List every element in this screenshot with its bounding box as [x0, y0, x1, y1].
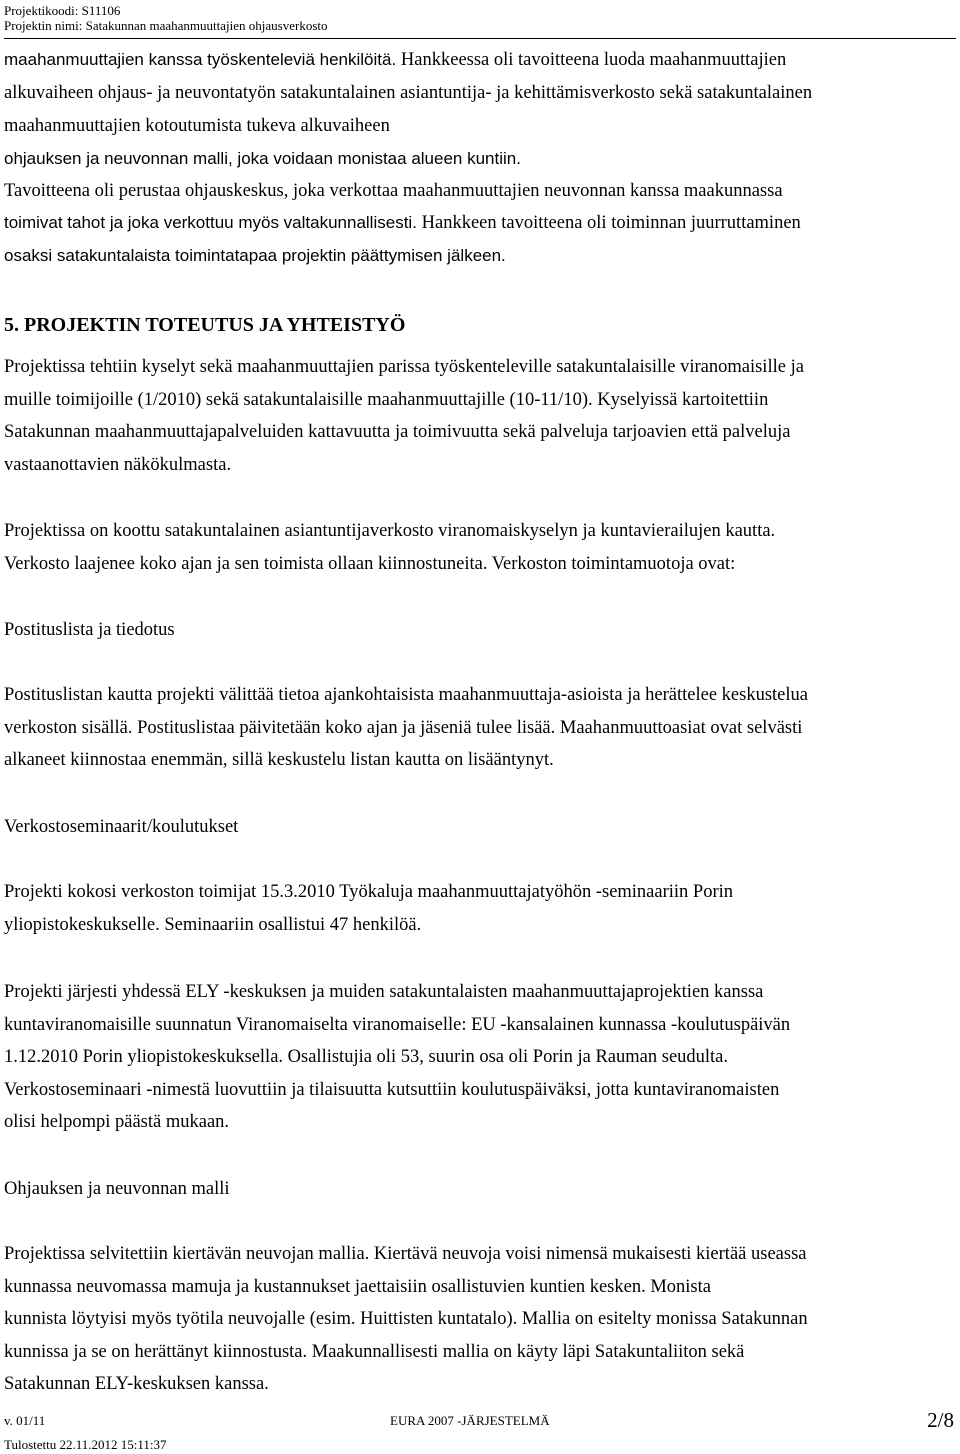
project-name: Projektin nimi: Satakunnan maahanmuuttajien ohjausverkosto	[4, 18, 328, 33]
paragraph-training-day	[4, 976, 954, 1139]
intro-line-6-serif: Hankkeen tavoitteena oli toiminnan juurruttaminen	[421, 212, 801, 233]
header-rule	[4, 38, 956, 39]
intro-line-5: Tavoitteena oli perustaa ohjauskeskus, joka verkottaa maahanmuuttajien neuvonnan kanssa maakunnassa	[4, 180, 783, 201]
paragraph-line: kuntaviranomaisille suunnatun Viranomaiselta viranomaiselle: EU -kansalainen kunnassa -koulutuspäivän	[4, 1014, 791, 1035]
footer-version: v. 01/11	[4, 1413, 46, 1428]
intro-line-1-serif: Hankkeessa oli tavoitteena luoda maahanmuuttajien	[400, 50, 787, 70]
paragraph-seminar-2010	[4, 876, 954, 941]
paragraph-line: Projektissa selvitettiin kiertävän neuvojan mallia. Kiertävä neuvoja voisi nimensä mukaisesti kiertää useassa	[4, 1244, 807, 1264]
paragraph-line: muille toimijoille (1/2010) sekä satakuntalaisille maahanmuuttajille (10-11/10). Kyselyissä kartoitettiin	[4, 389, 769, 410]
paragraph-line: Verkosto laajenee koko ajan ja sen toimista ollaan kiinnostuneita. Verkoston toimintamuotoja ovat:	[4, 553, 736, 574]
paragraph-line: verkoston sisällä. Postituslistaa päivitetään koko ajan ja jäseniä tulee lisää. Maahanmuuttoasiat ovat selvästi	[4, 717, 803, 738]
intro-line-6-sans: toimivat tahot ja joka verkottuu myös valtakunnallisesti.	[4, 212, 422, 232]
paragraph-line: 1.12.2010 Porin yliopistokeskuksella. Osallistujia oli 53, suurin osa oli Porin ja Rauman seudulta.	[4, 1047, 729, 1068]
intro-line-2: alkuvaiheen ohjaus- ja neuvontatyön satakuntalainen asiantuntija- ja kehittämisverkosto sekä satakuntalainen	[4, 82, 813, 103]
paragraph-line: olisi helpompi päästä mukaan.	[4, 1112, 230, 1133]
intro-line-4: ohjauksen ja neuvonnan malli, joka voidaan monistaa alueen kuntiin.	[4, 148, 521, 168]
paragraph-line: alkaneet kiinnostaa enemmän, sillä keskustelu listan kautta on lisääntynyt.	[4, 750, 554, 771]
page-number: 2/8	[927, 1408, 954, 1432]
paragraph-line: Verkostoseminaari -nimestä luovuttiin ja tilaisuutta kutsuttiin koulutuspäiväksi, jotta kuntaviranomaisten	[4, 1079, 780, 1100]
intro-line-7: osaksi satakuntalaista toimintatapaa projektin päättymisen jälkeen.	[4, 245, 506, 265]
section-heading: 5. PROJEKTIN TOTEUTUS JA YHTEISTYÖ	[4, 314, 406, 336]
paragraph-guidance-model	[4, 1238, 954, 1401]
paragraph-line: kunnassa neuvomassa mamuja ja kustannukset jaettaisiin osallistuvien kuntien kesken. Monista	[4, 1276, 711, 1297]
paragraph-network	[4, 515, 954, 580]
intro-line-1-sans: maahanmuuttajien kanssa työskenteleviä henkilöitä.	[4, 50, 401, 69]
paragraph-line: Projekti kokosi verkoston toimijat 15.3.2010 Työkaluja maahanmuuttajatyöhön -seminaariin Porin	[4, 882, 734, 902]
paragraph-surveys	[4, 351, 954, 481]
subheading-mailing-list: Postituslista ja tiedotus	[4, 620, 175, 640]
paragraph-line: Satakunnan maahanmuuttajapalveluiden kattavuutta ja toimivuutta sekä palveluja tarjoavien että palveluja	[4, 422, 791, 443]
paragraph-line: Projekti järjesti yhdessä ELY -keskuksen ja muiden satakuntalaisten maahanmuuttajaprojektien kanssa	[4, 982, 764, 1002]
intro-line-3: maahanmuuttajien kotoutumista tukeva alkuvaiheen	[4, 115, 390, 136]
paragraph-line: yliopistokeskukselle. Seminaariin osallistui 47 henkilöä.	[4, 914, 422, 935]
footer-printed: Tulostettu 22.11.2012 15:11:37	[4, 1437, 167, 1452]
intro-line	[4, 207, 954, 240]
subheading-seminars: Verkostoseminaarit/koulutukset	[4, 817, 239, 837]
paragraph-line: vastaanottavien näkökulmasta.	[4, 454, 232, 475]
footer-system: EURA 2007 -JÄRJESTELMÄ	[390, 1413, 550, 1428]
subheading-guidance-model: Ohjauksen ja neuvonnan malli	[4, 1179, 230, 1199]
intro-paragraph	[4, 44, 954, 272]
paragraph-line: Projektissa on koottu satakuntalainen asiantuntijaverkosto viranomaiskyselyn ja kuntavierailujen kautta.	[4, 521, 776, 541]
paragraph-line: kunnissa ja se on herättänyt kiinnostusta. Maakunnallisesti mallia on käyty läpi Satakuntaliiton sekä	[4, 1341, 745, 1362]
paragraph-line: Projektissa tehtiin kyselyt sekä maahanmuuttajien parissa työskenteleville satakuntalaisille viranomaisille ja	[4, 357, 804, 377]
paragraph-line: kunnista löytyisi myös työtila neuvojalle (esim. Huittisten kuntatalo). Mallia on esitelty monissa Satakunnan	[4, 1309, 808, 1330]
paragraph-line: Satakunnan ELY-keskuksen kanssa.	[4, 1374, 269, 1395]
intro-line	[4, 44, 954, 77]
project-code: Projektikoodi: S11106	[4, 3, 121, 18]
paragraph-line: Postituslistan kautta projekti välittää tietoa ajankohtaisista maahanmuuttaja-asioista ja herättelee keskustelua	[4, 685, 808, 705]
paragraph-mailing-list	[4, 679, 954, 777]
